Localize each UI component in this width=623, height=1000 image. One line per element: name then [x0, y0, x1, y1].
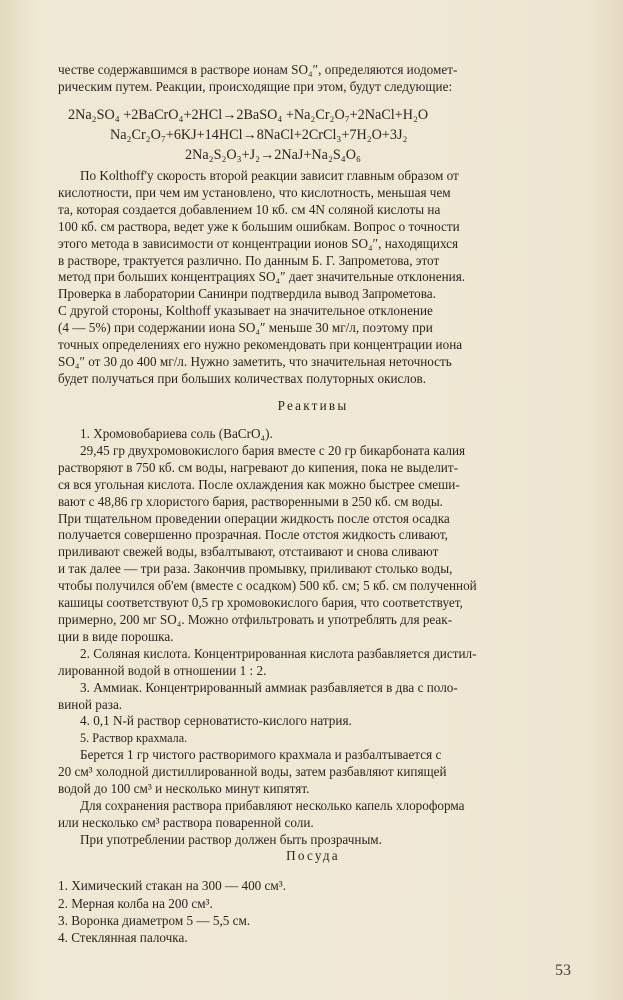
text-line: По Kolthoff'y скорость второй реакции зависит главным образом от — [80, 168, 459, 183]
text-line: виной раза. — [58, 696, 123, 712]
text-line: чтобы получился об'ем (вместе с осадком) 500 кб. см; 5 кб. см полученной — [58, 578, 477, 594]
list-item: 2. Соляная кислота. Концентрированная кислота разбавляется дистил- — [80, 645, 477, 661]
section-heading-reagents: Реактивы — [277, 398, 349, 413]
text-line: ся вся угольная кислота. После охлаждения как можно быстрее смеши- — [58, 476, 460, 492]
text-line: кашицы соответствуют 0,5 гр хромовокислого бария, что соответствует, — [58, 595, 463, 611]
text-line: При употреблении раствор должен быть прозрачным. — [80, 831, 382, 847]
text-line: метод при больших концентрациях SO₄″ дает значительные отклонения. — [58, 269, 466, 285]
text-line: ции в виде порошка. — [58, 628, 174, 644]
reagents-section — [58, 426, 568, 849]
text-line: точных определениях его нужно рекомендовать при концентрации иона — [58, 337, 463, 353]
text-line: SO₄″ от 30 до 400 мг/л. Нужно заметить, что значительная неточность — [58, 353, 452, 369]
equation-1: 2Na₂SO₄ +2BaCrO₄+2HCl→2BaSO₄ +Na₂Cr₂O₇+2NaCl+H₂O — [68, 107, 429, 123]
text-line: в растворе, трактуется различно. По данным Б. Г. Запрометова, этот — [58, 252, 440, 268]
list-item: 3. Аммиак. Концентрированный аммиак разбавляется в два с поло- — [80, 679, 458, 695]
text-line: 20 см³ холодной дистиллированной воды, затем разбавляют кипящей — [58, 764, 447, 780]
text-line: При тщательном проведении операции жидкость после отстоя осадка — [58, 510, 450, 526]
text-line: и так далее — три раза. Закончив промывку, приливают столько воды, — [58, 561, 453, 577]
text-line: водой до 100 см³ и несколько минут кипятят. — [58, 781, 310, 797]
text-line: 29,45 гр двухромовокислого бария вместе с 20 гр бикарбоната калия — [80, 442, 466, 458]
text-line: Для сохранения раствора прибавляют несколько капель хлороформа — [80, 797, 465, 813]
text-line: растворяют в 750 кб. см воды, нагревают до кипения, пока не выделит- — [58, 459, 459, 475]
equation-2: Na₂Cr₂O₇+6KJ+14HCl→8NaCl+2CrCl₃+7H₂O+3J₂ — [110, 127, 408, 143]
equation-3: 2Na₂S₂O₃+J₂→2NaJ+Na₂S₄O₆ — [185, 147, 361, 163]
kolthoff-paragraph — [58, 168, 568, 388]
text-line: этого метода в зависимости от концентрации ионов SO₄″, находящихся — [58, 235, 459, 251]
glassware-item-3: 3. Воронка диаметром 5 — 5,5 см. — [58, 913, 251, 928]
text-line: 100 кб. см раствора, ведет уже к большим ошибкам. Вопрос о точности — [58, 218, 460, 234]
text-line: Проверка в лаборатории Санинри подтвердила вывод Запрометова. — [58, 286, 436, 302]
list-item: 1. Хромовобариева соль (BaCrO₄). — [80, 426, 273, 441]
text-line: рическим путем. Реакции, происходящие при этом, будут следующие: — [58, 78, 453, 94]
text-line: Берется 1 гр чистого растворимого крахмала и разбалтывается с — [80, 747, 442, 763]
text-line: вают с 48,86 гр хлористого бария, растворенными в 250 кб. см воды. — [58, 493, 443, 509]
glassware-item-2: 2. Мерная колба на 200 см³. — [58, 896, 213, 911]
text-line: (4 — 5%) при содержании иона SO₄″ меньше 30 мг/л, поэтому при — [58, 320, 433, 336]
text-line: приливают свежей воды, взбалтывают, отстаивают и снова сливают — [58, 544, 439, 560]
text-line: лированной водой в отношении 1 : 2. — [58, 662, 267, 678]
text-line: честве содержавшимся в растворе ионам SO₄″, определяются иодомет- — [58, 62, 458, 77]
glassware-item-4: 4. Стеклянная палочка. — [58, 930, 188, 945]
list-item: 5. Раствор крахмала. — [80, 731, 188, 746]
text-line: или несколько см³ раствора поваренной соли. — [58, 814, 314, 830]
text-line: примерно, 200 мг SO₄. Можно отфильтровать и употреблять для реак- — [58, 611, 453, 627]
intro-paragraph — [58, 62, 568, 96]
glassware-item-1: 1. Химический стакан на 300 — 400 см³. — [58, 878, 286, 893]
text-line: та, которая создается добавлением 10 кб. см 4N соляной кислоты на — [58, 201, 441, 217]
page-number: 53 — [555, 962, 571, 979]
text-line: получается совершенно прозрачная. После отстоя жидкость сливают, — [58, 527, 448, 543]
section-heading-glassware: Посуда — [286, 848, 340, 863]
list-item: 4. 0,1 N-й раствор серноватисто-кислого натрия. — [80, 713, 352, 729]
text-line: будет получаться при больших количествах полуторных окислов. — [58, 370, 427, 386]
text-line: С другой стороны, Kolthoff указывает на значительное отклонение — [58, 303, 433, 319]
text-line: кислотности, при чем им установлено, что кислотность, меньшая чем — [58, 184, 451, 200]
